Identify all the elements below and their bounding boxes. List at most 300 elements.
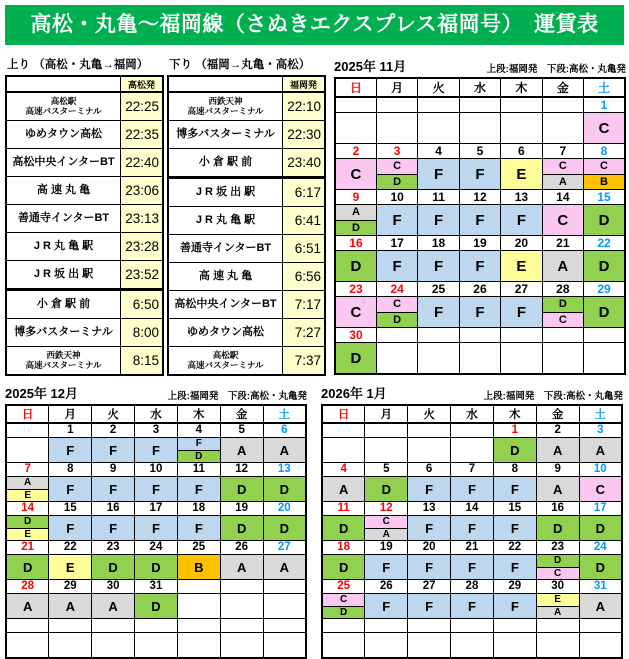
fare-code-cell [6, 438, 49, 463]
date-cell: 9 [335, 190, 376, 205]
date-cell: 16 [536, 502, 579, 516]
fare-code-A: A [7, 477, 48, 489]
fare-code-cell [408, 594, 451, 619]
date-cell: 19 [365, 541, 408, 555]
dow-header-2: 火 [408, 405, 451, 423]
fare-code-A: A [580, 438, 621, 462]
departure-time: 6:41 [283, 207, 325, 235]
fare-code-cell [451, 633, 494, 659]
fare-code-cell [459, 343, 500, 375]
date-cell: 29 [584, 282, 625, 297]
date-row [335, 236, 625, 251]
fare-code-C: C [543, 205, 583, 235]
fare-code-D: D [264, 477, 305, 501]
top-row [5, 56, 624, 376]
fare-code-A: A [7, 594, 48, 618]
fare-code-cell [501, 159, 542, 190]
date-cell: 11 [418, 190, 459, 205]
fare-code-cell [49, 438, 92, 463]
calendar-title: 2025年 11月 [334, 59, 407, 74]
fare-code-cell [418, 205, 459, 236]
fare-code-row [6, 477, 306, 502]
date-cell [92, 619, 135, 633]
fare-code-cell [584, 205, 625, 236]
fare-code-D: D [135, 555, 177, 579]
fare-code-cell [263, 516, 306, 541]
stop-name: 西鉄天神 高速バスターミナル [6, 347, 121, 376]
timetable-row [6, 149, 163, 177]
fare-code-A: A [365, 528, 407, 541]
fare-code-cell [335, 343, 376, 375]
date-cell: 14 [6, 502, 49, 516]
fare-code-row [335, 159, 625, 190]
date-row [322, 580, 622, 594]
fare-code-row [335, 251, 625, 282]
date-row [6, 502, 306, 516]
timetable-row [168, 263, 325, 291]
fare-code-B: B [584, 174, 624, 190]
timetable-row [168, 149, 325, 178]
fare-code-cell [451, 438, 494, 463]
fare-code-row [322, 438, 622, 463]
timetable-row [168, 207, 325, 235]
bottom-row [5, 383, 624, 659]
fare-code-F: F [365, 555, 407, 579]
fare-code-C: C [537, 567, 579, 580]
fare-code-cell [49, 633, 92, 659]
calendar-legend: 上段:福岡発 下段:高松・丸亀発 [483, 391, 623, 402]
dow-header-2: 火 [418, 78, 459, 97]
fare-code-cell [177, 555, 220, 580]
fare-code-cell [536, 594, 579, 619]
timetable-down-heading: 下り （福岡→丸亀・高松） [169, 59, 311, 71]
fare-code-F: F [501, 297, 541, 327]
date-cell: 14 [451, 502, 494, 516]
fare-code-F: F [460, 159, 500, 189]
fare-code-F: F [408, 477, 450, 501]
calendar-legend: 上段:福岡発 下段:高松・丸亀発 [486, 64, 626, 75]
date-row [335, 190, 625, 205]
date-cell [501, 328, 542, 343]
departure-time: 22:35 [121, 121, 163, 149]
fare-code-A: A [221, 555, 263, 579]
date-cell [418, 328, 459, 343]
dow-header-6: 土 [584, 78, 625, 97]
fare-code-E: E [537, 594, 579, 606]
calendar-title: 2025年 12月 [5, 386, 78, 401]
date-cell [220, 619, 263, 633]
fare-code-cell [365, 477, 408, 502]
date-cell: 2 [92, 423, 135, 438]
stop-name: 高 速 丸 亀 [168, 263, 283, 291]
fare-code-F: F [418, 251, 458, 281]
date-cell: 25 [418, 282, 459, 297]
date-cell: 27 [408, 580, 451, 594]
fare-code-cell [220, 438, 263, 463]
fare-code-cell [493, 477, 536, 502]
timetable-row [6, 233, 163, 261]
dow-header-3: 水 [459, 78, 500, 97]
fare-code-C: C [377, 159, 417, 174]
fare-code-F: F [418, 297, 458, 327]
fare-code-cell [335, 159, 376, 190]
departure-time: 22:40 [121, 149, 163, 177]
fare-code-F: F [418, 205, 458, 235]
fare-code-D: D [7, 555, 48, 579]
stop-column-header [168, 76, 283, 92]
fare-code-row [6, 516, 306, 541]
fare-code-cell [92, 555, 135, 580]
fare-code-F: F [451, 555, 493, 579]
fare-code-cell [536, 516, 579, 541]
departure-time: 8:15 [121, 347, 163, 376]
fare-code-E: E [501, 251, 541, 281]
fare-code-cell [501, 113, 542, 144]
fare-code-cell [536, 477, 579, 502]
fare-code-cell [493, 516, 536, 541]
date-cell: 20 [501, 236, 542, 251]
stop-name: 善通寺インターBT [6, 205, 121, 233]
fare-code-row [6, 555, 306, 580]
date-cell: 9 [536, 463, 579, 477]
fare-code-D: D [580, 516, 621, 540]
fare-code-cell [263, 477, 306, 502]
date-cell [584, 328, 625, 343]
timetable-row [6, 92, 163, 121]
fare-code-C: C [323, 594, 364, 606]
timetable-row [6, 205, 163, 233]
fare-code-cell [177, 477, 220, 502]
date-cell: 25 [177, 541, 220, 555]
date-cell [365, 619, 408, 633]
fare-code-cell [92, 438, 135, 463]
fare-code-cell [49, 477, 92, 502]
date-cell: 21 [542, 236, 583, 251]
date-cell: 23 [335, 282, 376, 297]
fare-code-cell [542, 205, 583, 236]
fare-code-cell [501, 297, 542, 328]
fare-code-cell [451, 516, 494, 541]
timetable-row [6, 347, 163, 376]
stop-name: 西鉄天神 高速バスターミナル [168, 92, 283, 121]
date-cell: 16 [335, 236, 376, 251]
fare-code-C: C [580, 477, 621, 501]
fare-code-F: F [377, 205, 417, 235]
date-cell: 17 [376, 236, 417, 251]
fare-code-cell [376, 205, 417, 236]
date-cell: 13 [263, 463, 306, 477]
fare-code-cell [408, 516, 451, 541]
fare-code-cell [376, 113, 417, 144]
departure-time: 8:00 [121, 319, 163, 347]
date-cell: 26 [365, 580, 408, 594]
fare-code-D: D [221, 477, 263, 501]
fare-code-cell [6, 633, 49, 659]
fare-code-cell [459, 297, 500, 328]
date-cell: 30 [335, 328, 376, 343]
timetable-down-block [167, 56, 326, 376]
fare-code-D: D [323, 606, 364, 619]
fare-code-A: A [543, 251, 583, 281]
date-cell [501, 97, 542, 113]
fare-code-F: F [451, 477, 493, 501]
fare-code-A: A [264, 555, 305, 579]
fare-code-E: E [7, 489, 48, 502]
fare-code-F: F [377, 251, 417, 281]
departure-time: 22:30 [283, 121, 325, 149]
date-row [6, 619, 306, 633]
date-cell [365, 423, 408, 438]
fare-code-cell [335, 297, 376, 328]
dow-header-0: 日 [6, 405, 49, 423]
fare-code-cell [92, 516, 135, 541]
dow-header-5: 金 [542, 78, 583, 97]
fare-code-C: C [336, 297, 376, 327]
date-cell: 22 [493, 541, 536, 555]
date-cell: 2 [536, 423, 579, 438]
fare-code-D: D [365, 477, 407, 501]
date-cell: 27 [263, 541, 306, 555]
fare-code-cell [584, 251, 625, 282]
fare-code-F: F [408, 555, 450, 579]
fare-code-cell [459, 159, 500, 190]
timetable-row [168, 235, 325, 263]
date-row [6, 541, 306, 555]
fare-code-D: D [584, 251, 624, 281]
fare-code-F: F [178, 438, 220, 450]
fare-code-A: A [537, 606, 579, 619]
fare-code-cell [220, 594, 263, 619]
stop-name: 博多バスターミナル [168, 121, 283, 149]
date-cell: 15 [493, 502, 536, 516]
stop-name: J R 坂 出 駅 [168, 178, 283, 207]
date-cell: 30 [536, 580, 579, 594]
fare-code-D: D [178, 450, 220, 463]
departure-time: 7:37 [283, 347, 325, 376]
fare-code-cell [536, 555, 579, 580]
timetable-up-block [5, 56, 164, 376]
dow-header-3: 水 [451, 405, 494, 423]
timetable-row [6, 319, 163, 347]
date-cell [493, 619, 536, 633]
date-cell: 12 [365, 502, 408, 516]
stop-name: 善通寺インターBT [168, 235, 283, 263]
date-cell: 4 [418, 144, 459, 159]
fare-code-F: F [92, 516, 134, 540]
departure-time: 22:10 [283, 92, 325, 121]
date-cell: 5 [365, 463, 408, 477]
date-row [322, 541, 622, 555]
date-cell: 6 [263, 423, 306, 438]
date-cell [177, 619, 220, 633]
fare-code-row [322, 477, 622, 502]
fare-code-F: F [408, 516, 450, 540]
fare-code-A: A [323, 477, 364, 501]
date-cell [408, 423, 451, 438]
fare-code-cell [177, 516, 220, 541]
date-cell: 22 [49, 541, 92, 555]
date-cell: 1 [493, 423, 536, 438]
fare-code-row [335, 113, 625, 144]
fare-code-F: F [408, 594, 450, 618]
date-cell: 28 [6, 580, 49, 594]
fare-code-D: D [264, 516, 305, 540]
dow-header-4: 木 [177, 405, 220, 423]
timetable-row [6, 261, 163, 290]
fare-code-E: E [49, 555, 91, 579]
date-cell: 21 [451, 541, 494, 555]
fare-code-cell [322, 633, 365, 659]
fare-code-cell [365, 594, 408, 619]
timetable-section [5, 56, 326, 376]
fare-code-cell [493, 633, 536, 659]
fare-code-cell [92, 594, 135, 619]
date-cell: 18 [322, 541, 365, 555]
timetable-row [168, 92, 325, 121]
time-column-header-up: 高松発 [121, 76, 163, 92]
fare-code-cell [335, 113, 376, 144]
fare-code-row [6, 633, 306, 659]
fare-code-C: C [543, 159, 583, 174]
fare-code-cell [263, 555, 306, 580]
date-cell: 1 [49, 423, 92, 438]
stop-name: ゆめタウン高松 [168, 319, 283, 347]
date-cell: 20 [408, 541, 451, 555]
fare-code-C: C [584, 159, 624, 174]
dow-header-2: 火 [92, 405, 135, 423]
stop-name: 高松中央インターBT [168, 291, 283, 319]
fare-code-F: F [451, 516, 493, 540]
fare-code-cell [536, 438, 579, 463]
timetable-row [168, 291, 325, 319]
fare-code-F: F [135, 516, 177, 540]
fare-code-A: A [580, 594, 621, 618]
fare-code-cell [322, 516, 365, 541]
fare-code-C: C [336, 159, 376, 189]
fare-code-A: A [92, 594, 134, 618]
fare-code-cell [49, 594, 92, 619]
fare-code-cell [335, 205, 376, 236]
fare-code-cell [6, 516, 49, 541]
timetable-row [168, 347, 325, 376]
date-cell: 18 [418, 236, 459, 251]
calendar-grid [334, 77, 626, 375]
date-cell: 12 [459, 190, 500, 205]
fare-code-cell [92, 633, 135, 659]
fare-code-cell [177, 438, 220, 463]
date-cell: 19 [459, 236, 500, 251]
date-cell: 10 [135, 463, 178, 477]
date-cell: 10 [376, 190, 417, 205]
calendar-grid [321, 404, 623, 659]
day-of-week-row [335, 78, 625, 97]
timetable-header-row [168, 76, 325, 92]
fare-code-cell [365, 633, 408, 659]
date-cell: 26 [220, 541, 263, 555]
date-cell: 24 [579, 541, 622, 555]
timetable-row [6, 121, 163, 149]
fare-code-cell [376, 297, 417, 328]
fare-code-cell [451, 477, 494, 502]
fare-code-A: A [49, 594, 91, 618]
fare-code-A: A [537, 477, 579, 501]
date-cell [542, 328, 583, 343]
fare-code-C: C [543, 312, 583, 328]
fare-code-B: B [178, 555, 220, 579]
stop-name: 高松駅 高速バスターミナル [6, 92, 121, 121]
fare-code-cell [451, 555, 494, 580]
fare-code-cell [579, 477, 622, 502]
fare-code-cell [584, 113, 625, 144]
fare-code-cell [408, 477, 451, 502]
date-cell [135, 619, 178, 633]
fare-code-D: D [377, 312, 417, 328]
fare-code-D: D [537, 516, 579, 540]
date-row [6, 423, 306, 438]
date-row [322, 423, 622, 438]
fare-code-cell [220, 555, 263, 580]
calendar-2026-01 [321, 383, 623, 659]
day-of-week-row [322, 405, 622, 423]
fare-code-A: A [264, 438, 305, 462]
fare-code-cell [6, 477, 49, 502]
fare-code-cell [584, 297, 625, 328]
fare-code-cell [263, 633, 306, 659]
fare-code-cell [177, 633, 220, 659]
fare-code-cell [220, 633, 263, 659]
date-cell [322, 619, 365, 633]
fare-code-cell [584, 159, 625, 190]
fare-code-cell [376, 343, 417, 375]
fare-code-cell [177, 594, 220, 619]
date-row [322, 619, 622, 633]
fare-code-cell [579, 438, 622, 463]
fare-code-cell [135, 438, 178, 463]
calendar-title: 2026年 1月 [321, 386, 387, 401]
fare-code-cell [408, 633, 451, 659]
fare-code-C: C [377, 297, 417, 312]
departure-time: 7:27 [283, 319, 325, 347]
stop-name: J R 丸 亀 駅 [6, 233, 121, 261]
fare-code-cell [365, 516, 408, 541]
day-of-week-row [6, 405, 306, 423]
fare-code-cell [579, 633, 622, 659]
date-cell: 18 [177, 502, 220, 516]
fare-code-cell [135, 555, 178, 580]
date-cell: 8 [493, 463, 536, 477]
stop-name: 高松駅 高速バスターミナル [168, 347, 283, 376]
fare-code-cell [365, 555, 408, 580]
fare-code-cell [418, 343, 459, 375]
fare-code-D: D [221, 516, 263, 540]
fare-code-row [6, 594, 306, 619]
date-row [6, 463, 306, 477]
dow-header-3: 水 [135, 405, 178, 423]
dow-header-5: 金 [220, 405, 263, 423]
date-cell: 9 [92, 463, 135, 477]
date-cell: 15 [49, 502, 92, 516]
stop-name: 高 速 丸 亀 [6, 177, 121, 205]
date-cell: 22 [584, 236, 625, 251]
date-cell [335, 97, 376, 113]
date-cell: 6 [501, 144, 542, 159]
date-cell: 24 [376, 282, 417, 297]
dow-header-6: 土 [263, 405, 306, 423]
fare-code-cell [542, 113, 583, 144]
fare-code-F: F [494, 555, 536, 579]
date-cell: 19 [220, 502, 263, 516]
date-cell [6, 619, 49, 633]
